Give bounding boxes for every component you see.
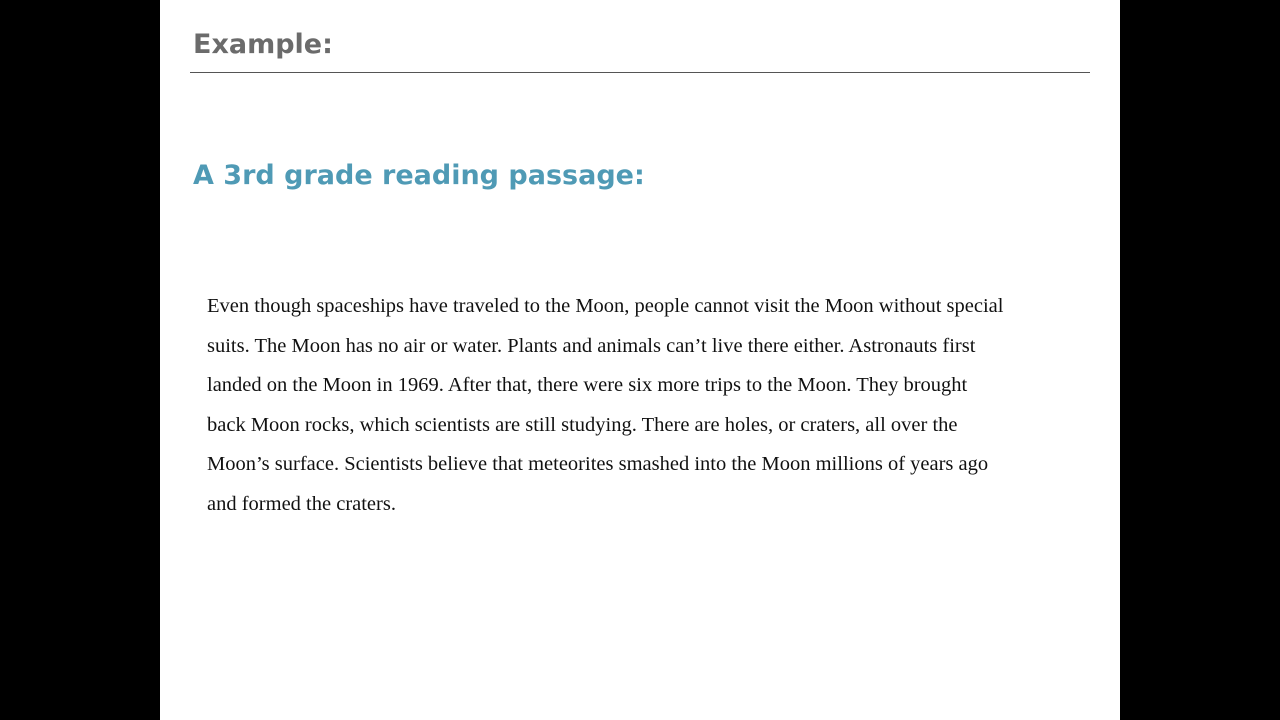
passage-line-6: and formed the craters. xyxy=(207,492,396,515)
passage-heading: A 3rd grade reading passage: xyxy=(193,160,645,191)
title-divider xyxy=(190,72,1090,73)
passage-line-1: Even though spaceships have traveled to the Moon, people cannot visit the Moon without special xyxy=(207,295,1004,317)
reading-passage xyxy=(207,287,1107,525)
slide-title: Example: xyxy=(193,29,333,60)
passage-line-2: suits. The Moon has no air or water. Plants and animals can’t live there either. Astronauts first xyxy=(207,334,976,357)
passage-line-4: back Moon rocks, which scientists are still studying. There are holes, or craters, all over the xyxy=(207,413,958,436)
passage-line-5: Moon’s surface. Scientists believe that meteorites smashed into the Moon millions of years ago xyxy=(207,453,989,476)
slide xyxy=(160,0,1120,720)
passage-line-3: landed on the Moon in 1969. After that, there were six more trips to the Moon. They brought xyxy=(207,374,968,397)
